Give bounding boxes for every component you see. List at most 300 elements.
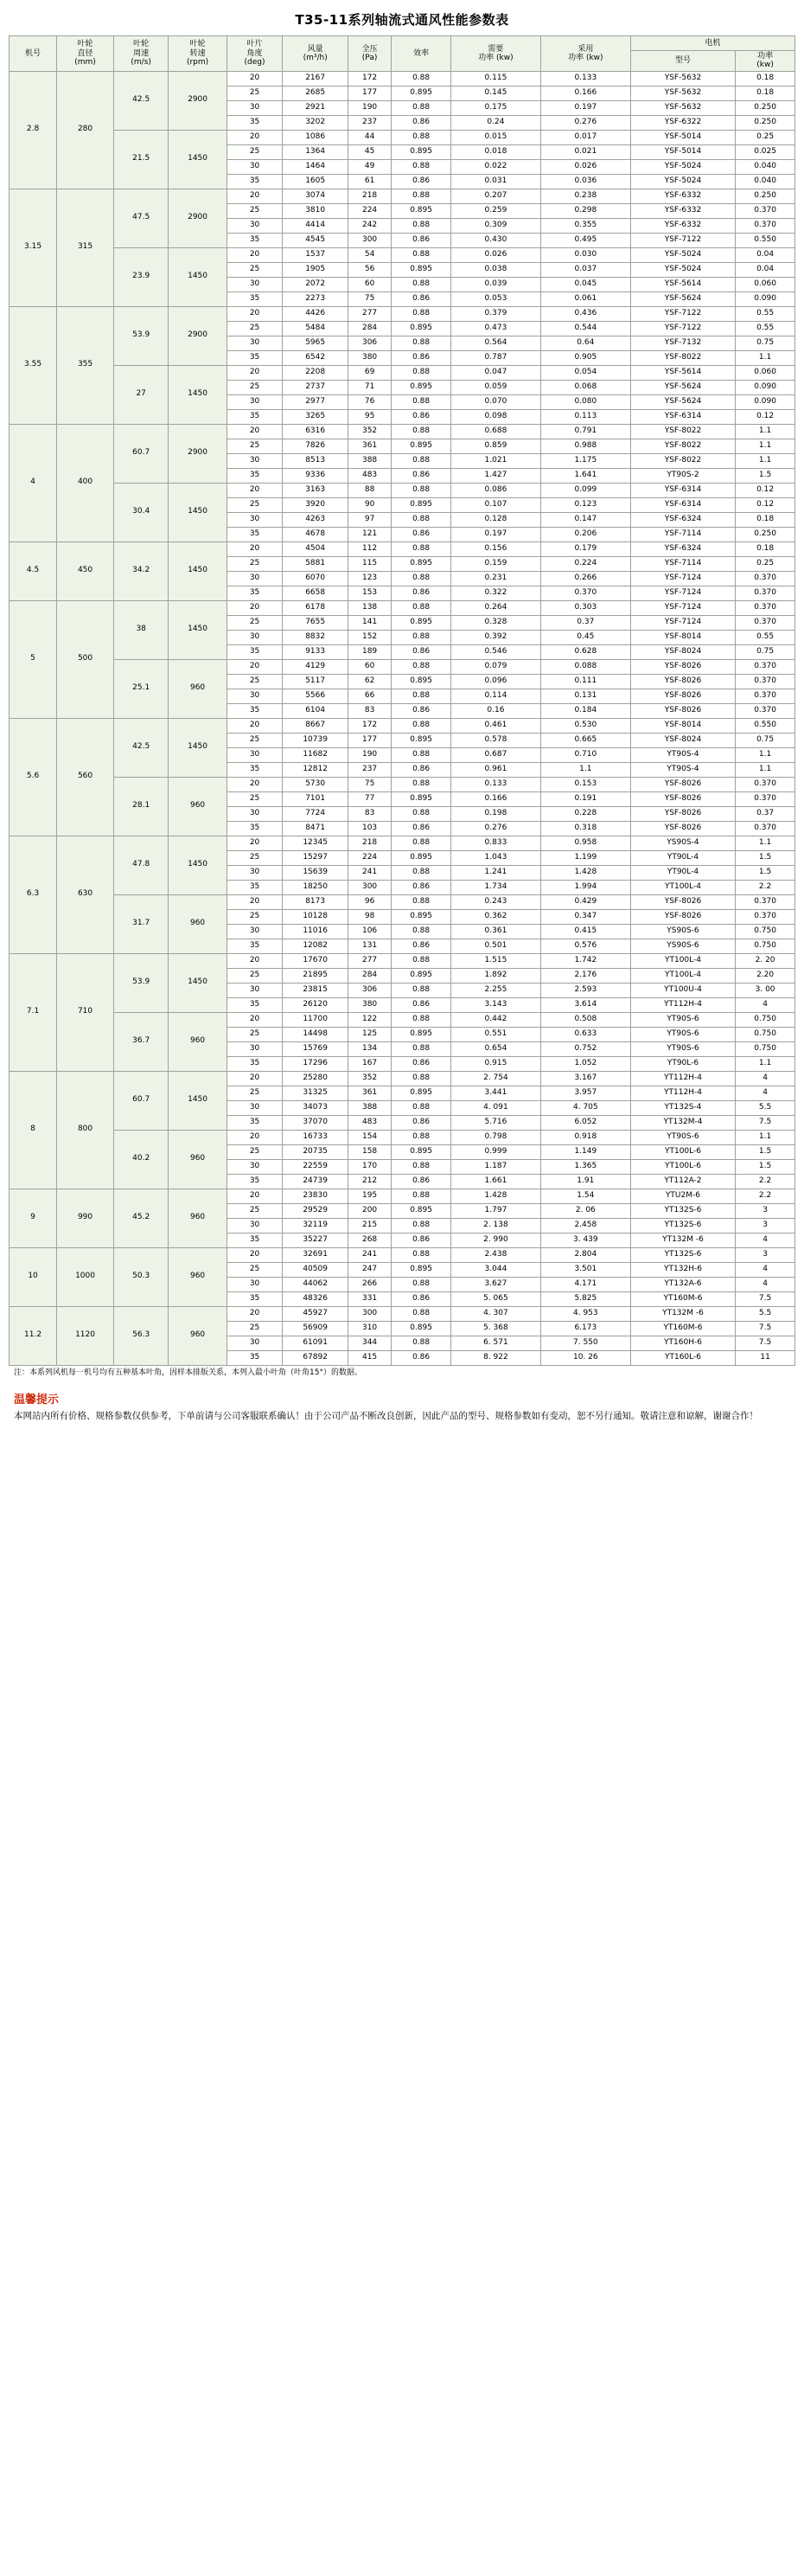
table-row (10, 424, 795, 439)
cell-efficiency: 0.895 (392, 380, 451, 394)
cell-power-required: 0.038 (450, 262, 540, 277)
cell-power-required: 0.430 (450, 233, 540, 247)
cell-motor-power: 0.370 (736, 659, 795, 674)
cell-flow: 1S639 (283, 865, 348, 880)
cell-pressure: 300 (348, 880, 391, 894)
table-row (10, 306, 795, 321)
table-row (10, 1306, 795, 1321)
cell-power-used: 1.1 (540, 762, 630, 777)
cell-power-used: 2.593 (540, 983, 630, 997)
cell-motor-power: 0.75 (736, 644, 795, 659)
cell-tip-speed: 45.2 (113, 1189, 168, 1247)
cell-power-required: 0.328 (450, 615, 540, 630)
cell-power-required: 0.999 (450, 1144, 540, 1159)
cell-blade-angle: 35 (227, 1174, 283, 1189)
cell-motor-power: 2.2 (736, 880, 795, 894)
cell-motor-model: YT90L-4 (630, 865, 735, 880)
cell-motor-power: 0.25 (736, 556, 795, 571)
cell-efficiency: 0.88 (392, 689, 451, 703)
cell-flow: 56909 (283, 1321, 348, 1336)
cell-pressure: 75 (348, 777, 391, 791)
cell-motor-power: 0.18 (736, 71, 795, 86)
cell-pressure: 284 (348, 968, 391, 983)
cell-power-used: 0.061 (540, 292, 630, 306)
cell-power-used: 4. 953 (540, 1306, 630, 1321)
cell-efficiency: 0.86 (392, 586, 451, 600)
cell-efficiency: 0.88 (392, 189, 451, 203)
th-diameter: 叶轮 直径 (mm) (57, 36, 114, 72)
cell-flow: 34073 (283, 1100, 348, 1115)
cell-tip-speed: 21.5 (113, 130, 168, 189)
cell-efficiency: 0.895 (392, 674, 451, 689)
cell-power-required: 0.198 (450, 806, 540, 821)
cell-rpm: 2900 (169, 189, 227, 247)
cell-efficiency: 0.88 (392, 1100, 451, 1115)
cell-blade-angle: 25 (227, 909, 283, 924)
cell-blade-angle: 30 (227, 747, 283, 762)
cell-power-used: 0.133 (540, 71, 630, 86)
cell-power-required: 0.461 (450, 718, 540, 733)
cell-power-used: 1.994 (540, 880, 630, 894)
cell-motor-model: YSF-6324 (630, 512, 735, 527)
cell-rpm: 1450 (169, 247, 227, 306)
cell-blade-angle: 30 (227, 159, 283, 174)
cell-flow: 1605 (283, 174, 348, 189)
cell-pressure: 300 (348, 1306, 391, 1321)
cell-power-used: 0.958 (540, 836, 630, 850)
cell-flow: 5484 (283, 321, 348, 336)
cell-pressure: 44 (348, 130, 391, 144)
cell-motor-model: YSF-8022 (630, 424, 735, 439)
cell-power-required: 0.688 (450, 424, 540, 439)
cell-motor-power: 0.18 (736, 86, 795, 100)
cell-flow: 31325 (283, 1086, 348, 1100)
cell-power-used: 0.166 (540, 86, 630, 100)
cell-flow: 12082 (283, 939, 348, 953)
cell-motor-power: 1.5 (736, 1159, 795, 1174)
cell-pressure: 190 (348, 747, 391, 762)
cell-rpm: 960 (169, 1130, 227, 1189)
cell-power-required: 0.276 (450, 821, 540, 836)
cell-pressure: 310 (348, 1321, 391, 1336)
cell-motor-model: YSF-8022 (630, 453, 735, 468)
cell-efficiency: 0.88 (392, 1218, 451, 1233)
cell-motor-model: YSF-8026 (630, 894, 735, 909)
th-efficiency: 效率 (392, 36, 451, 72)
cell-power-used: 1.641 (540, 468, 630, 483)
cell-flow: 8667 (283, 718, 348, 733)
cell-blade-angle: 25 (227, 968, 283, 983)
cell-motor-model: YT132S-6 (630, 1203, 735, 1218)
cell-flow: 3163 (283, 483, 348, 497)
cell-blade-angle: 30 (227, 394, 283, 409)
cell-motor-model: YSF-7114 (630, 556, 735, 571)
cell-power-used: 0.276 (540, 115, 630, 130)
cell-pressure: 388 (348, 1100, 391, 1115)
cell-power-required: 0.039 (450, 277, 540, 292)
cell-pressure: 306 (348, 336, 391, 350)
cell-tip-speed: 56.3 (113, 1306, 168, 1365)
cell-tip-speed: 40.2 (113, 1130, 168, 1189)
cell-motor-model: YSF-5614 (630, 365, 735, 380)
cell-tip-speed: 36.7 (113, 1012, 168, 1071)
cell-power-used: 1.052 (540, 1056, 630, 1071)
cell-power-used: 0.266 (540, 571, 630, 586)
cell-motor-power: 1.1 (736, 1130, 795, 1144)
table-row (10, 71, 795, 86)
cell-power-used: 0.429 (540, 894, 630, 909)
cell-power-required: 0.361 (450, 924, 540, 939)
cell-power-required: 0.442 (450, 1012, 540, 1027)
cell-blade-angle: 35 (227, 821, 283, 836)
cell-motor-model: YSF-5024 (630, 159, 735, 174)
cell-power-required: 5. 065 (450, 1291, 540, 1306)
cell-blade-angle: 35 (227, 703, 283, 718)
cell-motor-power: 0.18 (736, 541, 795, 556)
cell-motor-model: YSF-8024 (630, 644, 735, 659)
cell-motor-model: YSF-5014 (630, 144, 735, 159)
cell-motor-power: 4 (736, 1262, 795, 1277)
cell-model: 3.55 (10, 306, 57, 424)
cell-power-required: 0.564 (450, 336, 540, 350)
cell-power-required: 0.473 (450, 321, 540, 336)
cell-pressure: 97 (348, 512, 391, 527)
cell-power-required: 0.379 (450, 306, 540, 321)
table-header (10, 36, 795, 72)
cell-power-used: 0.303 (540, 600, 630, 615)
cell-motor-power: 0.370 (736, 203, 795, 218)
cell-flow: 37070 (283, 1115, 348, 1130)
cell-blade-angle: 25 (227, 791, 283, 806)
cell-pressure: 131 (348, 939, 391, 953)
cell-motor-model: YT90S-4 (630, 762, 735, 777)
cell-power-required: 0.687 (450, 747, 540, 762)
cell-motor-power: 0.04 (736, 262, 795, 277)
table-row (10, 1071, 795, 1086)
cell-pressure: 90 (348, 497, 391, 512)
table-row (10, 130, 795, 144)
cell-model: 5.6 (10, 718, 57, 836)
cell-efficiency: 0.86 (392, 939, 451, 953)
cell-power-used: 1.428 (540, 865, 630, 880)
cell-pressure: 77 (348, 791, 391, 806)
table-footnote: 注：本系列风机每一机号均有五种基本叶角，因样本排版关系，本列入最小叶角（叶角15°）的数据。 (14, 1368, 362, 1377)
cell-flow: 8832 (283, 630, 348, 644)
cell-flow: 2977 (283, 394, 348, 409)
cell-blade-angle: 25 (227, 86, 283, 100)
cell-efficiency: 0.88 (392, 953, 451, 968)
cell-pressure: 300 (348, 233, 391, 247)
cell-blade-angle: 30 (227, 689, 283, 703)
cell-motor-power: 0.250 (736, 189, 795, 203)
cell-blade-angle: 25 (227, 321, 283, 336)
cell-rpm: 960 (169, 1189, 227, 1247)
cell-motor-power: 0.370 (736, 600, 795, 615)
cell-motor-power: 0.090 (736, 394, 795, 409)
cell-pressure: 106 (348, 924, 391, 939)
cell-efficiency: 0.895 (392, 1262, 451, 1277)
cell-rpm: 960 (169, 1306, 227, 1365)
cell-power-required: 1.241 (450, 865, 540, 880)
cell-motor-model: YSF-5632 (630, 100, 735, 115)
cell-motor-model: YTU2M-6 (630, 1189, 735, 1203)
cell-power-used: 0.45 (540, 630, 630, 644)
cell-motor-model: YT90S-6 (630, 1027, 735, 1041)
cell-blade-angle: 30 (227, 571, 283, 586)
cell-blade-angle: 25 (227, 850, 283, 865)
cell-power-used: 0.508 (540, 1012, 630, 1027)
cell-efficiency: 0.88 (392, 571, 451, 586)
cell-blade-angle: 30 (227, 277, 283, 292)
performance-table (9, 35, 795, 1366)
cell-motor-model: YSF-5632 (630, 71, 735, 86)
cell-efficiency: 0.86 (392, 880, 451, 894)
cell-efficiency: 0.895 (392, 1321, 451, 1336)
cell-power-required: 1.021 (450, 453, 540, 468)
cell-power-used: 2.804 (540, 1247, 630, 1262)
cell-power-used: 1.54 (540, 1189, 630, 1203)
cell-motor-model: YSF-5624 (630, 380, 735, 394)
cell-power-used: 0.370 (540, 586, 630, 600)
cell-motor-power: 7.5 (736, 1336, 795, 1350)
cell-motor-power: 0.370 (736, 894, 795, 909)
cell-power-required: 2. 138 (450, 1218, 540, 1233)
cell-flow: 8173 (283, 894, 348, 909)
cell-pressure: 83 (348, 703, 391, 718)
cell-power-required: 0.798 (450, 1130, 540, 1144)
cell-power-used: 1.742 (540, 953, 630, 968)
cell-blade-angle: 25 (227, 1144, 283, 1159)
cell-tip-speed: 47.5 (113, 189, 168, 247)
cell-efficiency: 0.88 (392, 483, 451, 497)
cell-motor-power: 4 (736, 997, 795, 1012)
cell-diameter: 400 (57, 424, 114, 541)
cell-flow: 45927 (283, 1306, 348, 1321)
cell-pressure: 172 (348, 718, 391, 733)
cell-pressure: 83 (348, 806, 391, 821)
cell-blade-angle: 30 (227, 218, 283, 233)
cell-motor-model: YT90L-4 (630, 850, 735, 865)
cell-model: 10 (10, 1247, 57, 1306)
cell-flow: 44062 (283, 1277, 348, 1291)
cell-power-used: 0.036 (540, 174, 630, 189)
cell-flow: 6178 (283, 600, 348, 615)
cell-pressure: 380 (348, 997, 391, 1012)
cell-blade-angle: 30 (227, 1041, 283, 1056)
cell-flow: 8513 (283, 453, 348, 468)
cell-efficiency: 0.88 (392, 365, 451, 380)
cell-efficiency: 0.88 (392, 1071, 451, 1086)
cell-power-used: 0.347 (540, 909, 630, 924)
cell-motor-model: YT90S-4 (630, 747, 735, 762)
table-row (10, 1012, 795, 1027)
cell-power-used: 0.068 (540, 380, 630, 394)
cell-pressure: 277 (348, 953, 391, 968)
cell-power-required: 0.833 (450, 836, 540, 850)
cell-power-required: 1.427 (450, 468, 540, 483)
cell-pressure: 125 (348, 1027, 391, 1041)
cell-rpm: 1450 (169, 365, 227, 424)
cell-power-used: 5.825 (540, 1291, 630, 1306)
cell-pressure: 224 (348, 850, 391, 865)
cell-power-required: 0.787 (450, 350, 540, 365)
cell-motor-model: YSF-5014 (630, 130, 735, 144)
cell-motor-model: YT132H-6 (630, 1262, 735, 1277)
cell-model: 3.15 (10, 189, 57, 306)
cell-pressure: 60 (348, 277, 391, 292)
cell-motor-model: YSF-8014 (630, 630, 735, 644)
cell-blade-angle: 35 (227, 762, 283, 777)
cell-rpm: 1450 (169, 600, 227, 659)
th-motor: 电机 (630, 36, 794, 51)
cell-power-required: 0.096 (450, 674, 540, 689)
cell-flow: 2921 (283, 100, 348, 115)
cell-power-used: 0.099 (540, 483, 630, 497)
cell-blade-angle: 25 (227, 439, 283, 453)
cell-efficiency: 0.88 (392, 806, 451, 821)
cell-power-used: 0.495 (540, 233, 630, 247)
cell-blade-angle: 20 (227, 1071, 283, 1086)
cell-diameter: 560 (57, 718, 114, 836)
cell-blade-angle: 20 (227, 1306, 283, 1321)
cell-pressure: 66 (348, 689, 391, 703)
cell-efficiency: 0.895 (392, 615, 451, 630)
cell-efficiency: 0.88 (392, 306, 451, 321)
cell-power-required: 0.159 (450, 556, 540, 571)
cell-efficiency: 0.86 (392, 1350, 451, 1365)
cell-power-used: 0.197 (540, 100, 630, 115)
cell-flow: 18250 (283, 880, 348, 894)
cell-efficiency: 0.88 (392, 630, 451, 644)
cell-power-required: 0.059 (450, 380, 540, 394)
cell-power-required: 2. 990 (450, 1233, 540, 1247)
cell-flow: 7724 (283, 806, 348, 821)
cell-efficiency: 0.88 (392, 336, 451, 350)
cell-power-used: 0.045 (540, 277, 630, 292)
cell-pressure: 75 (348, 292, 391, 306)
cell-blade-angle: 25 (227, 1203, 283, 1218)
cell-blade-angle: 35 (227, 115, 283, 130)
cell-efficiency: 0.88 (392, 1277, 451, 1291)
cell-efficiency: 0.88 (392, 1012, 451, 1027)
cell-efficiency: 0.88 (392, 836, 451, 850)
cell-motor-model: YT100L-6 (630, 1159, 735, 1174)
cell-motor-model: YSF-6322 (630, 115, 735, 130)
cell-power-used: 0.988 (540, 439, 630, 453)
cell-blade-angle: 25 (227, 615, 283, 630)
cell-efficiency: 0.895 (392, 733, 451, 747)
cell-motor-power: 0.040 (736, 159, 795, 174)
table-row (10, 659, 795, 674)
cell-motor-model: YT112H-4 (630, 1071, 735, 1086)
cell-efficiency: 0.86 (392, 1233, 451, 1247)
cell-blade-angle: 25 (227, 1086, 283, 1100)
cell-rpm: 1450 (169, 130, 227, 189)
cell-power-required: 0.264 (450, 600, 540, 615)
cell-power-required: 0.859 (450, 439, 540, 453)
cell-efficiency: 0.88 (392, 865, 451, 880)
cell-motor-power: 7.5 (736, 1115, 795, 1130)
cell-blade-angle: 35 (227, 1056, 283, 1071)
cell-blade-angle: 25 (227, 262, 283, 277)
cell-power-required: 0.115 (450, 71, 540, 86)
cell-pressure: 103 (348, 821, 391, 836)
cell-flow: 4263 (283, 512, 348, 527)
table-row (10, 718, 795, 733)
cell-flow: 24739 (283, 1174, 348, 1189)
cell-motor-power: 0.370 (736, 615, 795, 630)
cell-rpm: 1450 (169, 1071, 227, 1130)
th-flow: 风量 (m³/h) (283, 36, 348, 72)
cell-power-required: 0.086 (450, 483, 540, 497)
cell-motor-power: 0.090 (736, 292, 795, 306)
cell-motor-power: 0.370 (736, 909, 795, 924)
cell-blade-angle: 20 (227, 306, 283, 321)
cell-power-used: 3.501 (540, 1262, 630, 1277)
cell-flow: 6316 (283, 424, 348, 439)
cell-diameter: 800 (57, 1071, 114, 1189)
cell-model: 4.5 (10, 541, 57, 600)
cell-motor-model: YT112H-4 (630, 997, 735, 1012)
cell-model: 6.3 (10, 836, 57, 953)
cell-motor-model: YSF-8026 (630, 791, 735, 806)
cell-diameter: 280 (57, 71, 114, 189)
cell-pressure: 247 (348, 1262, 391, 1277)
cell-efficiency: 0.895 (392, 909, 451, 924)
cell-efficiency: 0.88 (392, 424, 451, 439)
cell-motor-model: YSF-5024 (630, 262, 735, 277)
cell-pressure: 212 (348, 1174, 391, 1189)
cell-motor-model: YT132M -6 (630, 1306, 735, 1321)
cell-model: 5 (10, 600, 57, 718)
cell-pressure: 306 (348, 983, 391, 997)
cell-flow: 9336 (283, 468, 348, 483)
cell-flow: 6658 (283, 586, 348, 600)
cell-blade-angle: 25 (227, 1027, 283, 1041)
cell-power-required: 1.043 (450, 850, 540, 865)
cell-tip-speed: 31.7 (113, 894, 168, 953)
cell-efficiency: 0.86 (392, 350, 451, 365)
cell-flow: 4545 (283, 233, 348, 247)
cell-pressure: 218 (348, 836, 391, 850)
cell-efficiency: 0.88 (392, 1041, 451, 1056)
cell-motor-power: 5.5 (736, 1306, 795, 1321)
cell-motor-power: 0.75 (736, 733, 795, 747)
cell-pressure: 69 (348, 365, 391, 380)
cell-blade-angle: 25 (227, 380, 283, 394)
cell-motor-model: YSF-7122 (630, 233, 735, 247)
cell-rpm: 1450 (169, 953, 227, 1012)
cell-blade-angle: 25 (227, 1321, 283, 1336)
cell-flow: 4678 (283, 527, 348, 541)
cell-blade-angle: 20 (227, 1012, 283, 1027)
th-tip-speed: 叶轮 周速 (m/s) (113, 36, 168, 72)
cell-power-used: 0.710 (540, 747, 630, 762)
cell-motor-power: 0.25 (736, 130, 795, 144)
cell-power-required: 5.716 (450, 1115, 540, 1130)
cell-pressure: 241 (348, 865, 391, 880)
cell-blade-angle: 20 (227, 600, 283, 615)
cell-efficiency: 0.88 (392, 1306, 451, 1321)
cell-flow: 6070 (283, 571, 348, 586)
cell-motor-power: 0.750 (736, 924, 795, 939)
cell-efficiency: 0.895 (392, 1144, 451, 1159)
cell-power-used: 0.544 (540, 321, 630, 336)
cell-blade-angle: 30 (227, 983, 283, 997)
cell-efficiency: 0.86 (392, 527, 451, 541)
table-row (10, 483, 795, 497)
cell-blade-angle: 35 (227, 292, 283, 306)
